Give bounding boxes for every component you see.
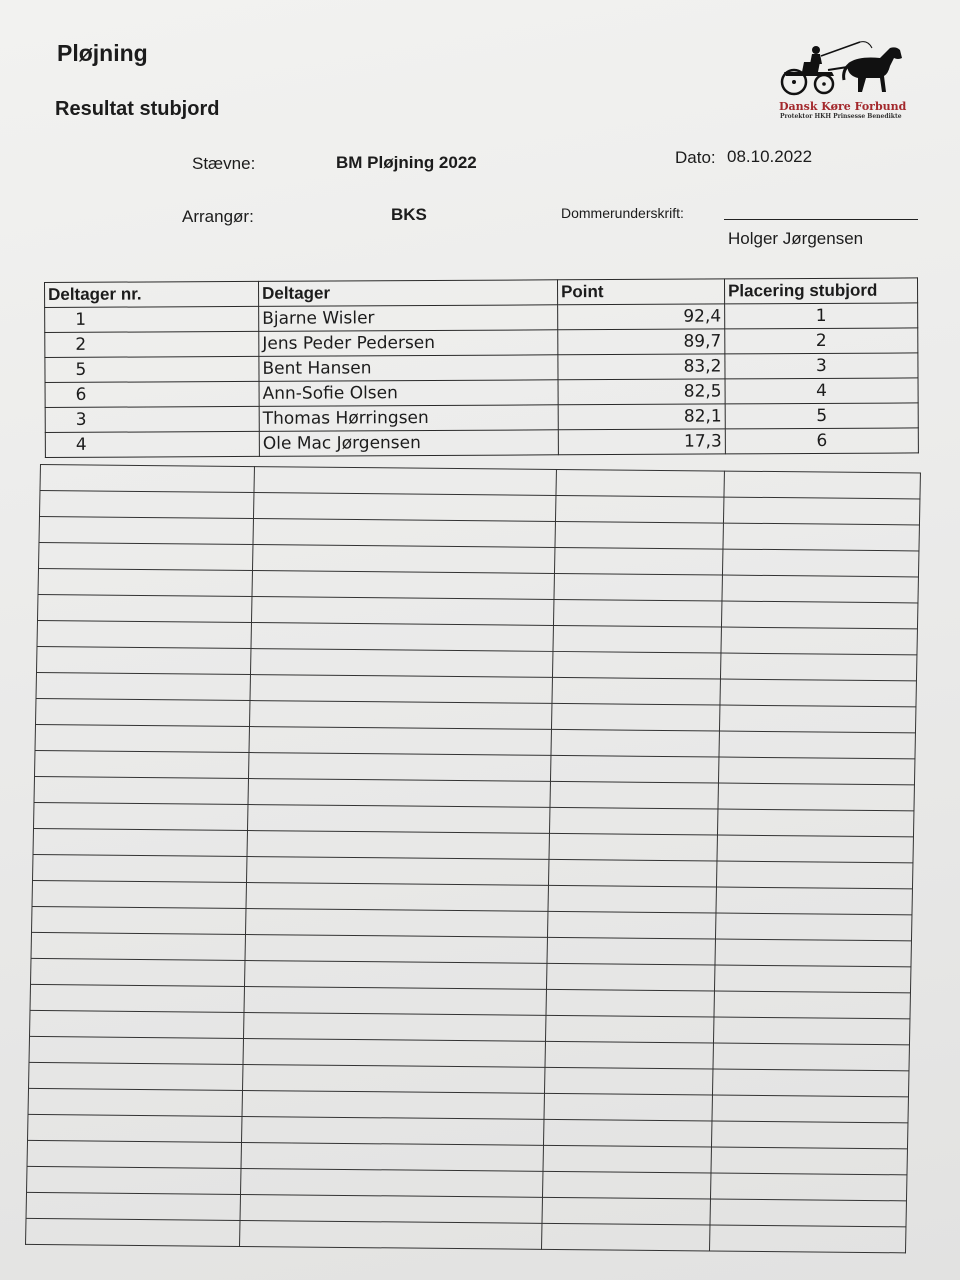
empty-cell [250,675,552,704]
empty-cell [252,571,554,600]
empty-cell [542,1171,710,1199]
empty-cell [27,1140,241,1168]
empty-rows-body [26,465,921,1253]
empty-cell [243,1038,545,1067]
empty-cell [35,698,249,726]
horse-carriage-icon [776,40,912,98]
empty-cell [717,835,913,863]
empty-cell [715,913,911,941]
empty-cell [250,649,552,678]
empty-cell [26,1218,240,1246]
empty-cell [716,887,912,915]
logo-name: Dansk Køre Forbund [779,100,907,113]
empty-cell [550,755,718,783]
staevne-value: BM Pløjning 2022 [336,153,477,172]
empty-cell [553,599,721,627]
dommer-label: Dommerunderskrift: [561,205,684,221]
dommer-name: Holger Jørgensen [728,229,864,248]
empty-cell [243,1012,545,1041]
empty-cell [35,724,249,752]
empty-cell [32,880,246,908]
empty-cell [39,516,253,544]
cell-nr: 6 [45,381,259,407]
empty-cell [27,1166,241,1194]
cell-place: 2 [725,328,918,354]
empty-cell [715,939,911,967]
empty-cell [543,1119,711,1147]
empty-cell [36,646,250,674]
empty-cell [542,1197,710,1225]
empty-cell [30,984,244,1012]
empty-cell [36,672,250,700]
empty-cell [545,1015,713,1043]
empty-cell [549,807,717,835]
empty-cell [253,493,555,522]
empty-cell [544,1067,712,1095]
empty-cell [32,906,246,934]
empty-cell [723,497,919,525]
empty-cell [34,776,248,804]
empty-cell [249,727,551,756]
empty-cell [251,623,553,652]
cell-point: 83,2 [558,354,725,380]
empty-cell [546,963,714,991]
empty-cell [547,937,715,965]
cell-name: Jens Peder Pedersen [259,330,558,357]
empty-cell [35,750,249,778]
empty-cell [240,1194,542,1223]
empty-cell [711,1121,907,1149]
empty-cell [37,594,251,622]
cell-nr: 3 [45,406,259,432]
dato-label: Dato: [675,148,716,167]
empty-cell [245,908,547,937]
empty-cell [552,677,720,705]
empty-cell [713,1043,909,1071]
cell-point: 82,1 [558,404,725,430]
empty-cell [554,573,722,601]
empty-cell [709,1225,905,1253]
cell-name: Ann-Sofie Olsen [259,380,558,407]
cell-place: 6 [725,428,918,454]
empty-cell [29,1036,243,1064]
empty-cell [37,620,251,648]
empty-cell [243,1064,545,1093]
empty-cell [246,883,548,912]
header-placering: Placering stubjord [724,278,917,304]
empty-cell [720,679,916,707]
empty-cell [551,729,719,757]
empty-cell [28,1114,242,1142]
cell-place: 1 [725,303,918,329]
empty-cell [548,859,716,887]
empty-cell [541,1223,709,1251]
empty-cell [40,465,254,493]
cell-point: 92,4 [558,304,725,330]
header-deltager-nr: Deltager nr. [45,281,259,307]
empty-cell [555,495,723,523]
logo-protector: Protektor HKH Prinsesse Benedikte [780,113,902,120]
empty-cell [556,469,724,497]
empty-cell [552,651,720,679]
empty-cell [29,1062,243,1090]
empty-cell [553,625,721,653]
empty-cell [544,1093,712,1121]
cell-name: Ole Mac Jørgensen [259,430,558,457]
empty-cell [28,1088,242,1116]
table-row [45,428,918,458]
empty-cell [34,802,248,830]
empty-cell [714,991,910,1019]
signature-line [724,219,918,220]
cell-place: 5 [725,403,918,429]
cell-point: 89,7 [558,329,725,355]
cell-name: Bent Hansen [259,355,558,382]
empty-cell [251,597,553,626]
empty-cell [719,705,915,733]
empty-cell [247,831,549,860]
cell-nr: 4 [45,431,259,457]
header-point: Point [557,279,724,305]
empty-cell [254,467,556,496]
empty-cell [31,932,245,960]
empty-cell [33,828,247,856]
federation-logo [776,40,912,124]
empty-cell [253,519,555,548]
empty-cell [33,854,247,882]
empty-cell [723,523,919,551]
empty-cell [38,568,252,596]
cell-nr: 5 [45,356,259,382]
empty-cell [716,861,912,889]
empty-cell [720,653,916,681]
empty-cell [721,627,917,655]
empty-cell [550,781,718,809]
cell-point: 82,5 [558,379,725,405]
empty-cell [242,1116,544,1145]
cell-nr: 1 [45,306,259,332]
arrangor-value: BKS [391,205,427,224]
empty-cell [719,731,915,759]
empty-cell [543,1145,711,1173]
document-title: Pløjning [57,40,148,66]
empty-cell [252,545,554,574]
empty-cell [545,1041,713,1069]
cell-place: 3 [725,353,918,379]
cell-name: Bjarne Wisler [259,305,558,332]
staevne-label: Stævne: [192,154,256,173]
empty-cell [547,911,715,939]
empty-cell [241,1168,543,1197]
empty-cell [249,701,551,730]
empty-cell [244,986,546,1015]
cell-name: Thomas Hørringsen [259,405,558,432]
empty-cell [551,703,719,731]
empty-cell [248,753,550,782]
empty-cell [711,1147,907,1175]
empty-cell [712,1069,908,1097]
empty-cell [717,809,913,837]
empty-cell [248,779,550,808]
empty-cell [247,805,549,834]
empty-cell [555,521,723,549]
dato-value: 08.10.2022 [727,147,813,166]
empty-rows-grid [25,464,921,1253]
empty-cell [245,934,547,963]
empty-cell [244,960,546,989]
empty-cell [30,1010,244,1038]
results-table [44,277,919,458]
empty-cell [26,1192,240,1220]
empty-cell [241,1142,543,1171]
empty-cell [31,958,245,986]
empty-cell [712,1095,908,1123]
cell-place: 4 [725,378,918,404]
empty-cell [710,1173,906,1201]
empty-cell [549,833,717,861]
empty-cell [722,549,918,577]
empty-cell [724,471,920,499]
empty-cell [548,885,716,913]
header-deltager: Deltager [258,280,557,307]
empty-cell [714,965,910,993]
empty-cell [722,575,918,603]
empty-cell [242,1090,544,1119]
empty-cell [554,547,722,575]
cell-point: 17,3 [558,429,725,455]
empty-cell [38,542,252,570]
empty-cell [246,857,548,886]
document-subtitle: Resultat stubjord [55,98,220,120]
cell-nr: 2 [45,331,259,357]
empty-cell [546,989,714,1017]
empty-cell [718,757,914,785]
empty-cell [718,783,914,811]
empty-cell [240,1220,542,1249]
arrangor-label: Arrangør: [182,207,254,226]
empty-cell [713,1017,909,1045]
empty-cell [721,601,917,629]
empty-cell [710,1199,906,1227]
empty-cell [39,491,253,519]
